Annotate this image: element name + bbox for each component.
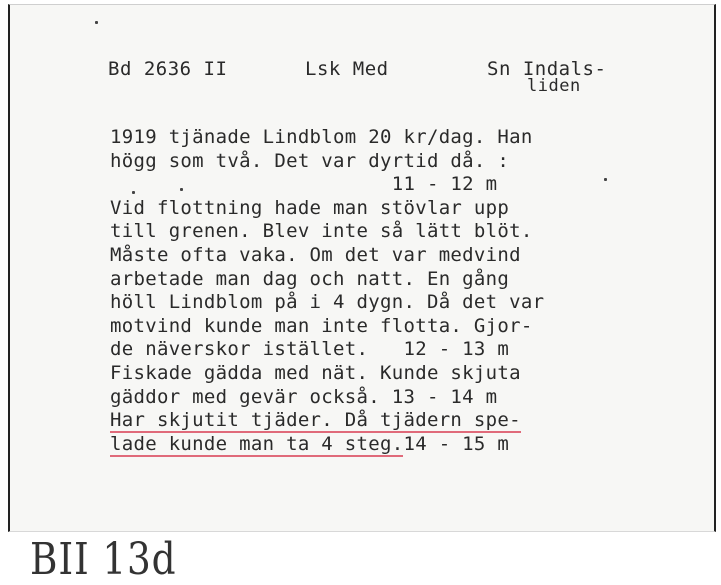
text-line: högg som två. Det var dyrtid då. : — [110, 149, 510, 172]
parish-label — [487, 58, 607, 96]
handwritten-shelf-mark: BII 13d — [30, 534, 177, 585]
text-line-underlined — [110, 433, 544, 457]
text-line: Vid flottning hade man stövlar upp — [110, 196, 510, 219]
text-line: 11 - 12 m — [110, 173, 498, 196]
text-line: 1919 tjänade Lindblom 20 kr/dag. Han — [110, 126, 533, 148]
ink-speck — [604, 178, 607, 181]
text-line: arbetade man dag och natt. En gång — [110, 267, 510, 290]
text-line: till grenen. Blev inte så lätt blöt. — [110, 220, 533, 243]
underlined-text: Har skjutit tjäder. Då tjädern spe- — [110, 409, 521, 432]
parish-prefix: Sn — [487, 58, 511, 80]
parish-name-continued: liden — [527, 76, 581, 96]
text-line: motvind kunde man inte flotta. Gjor- — [110, 314, 533, 337]
ink-speck — [95, 21, 98, 24]
text-line: höll Lindblom på i 4 dygn. Då det var — [110, 291, 545, 314]
informant-label: Lsk Med — [305, 58, 389, 80]
text-line: gäddor med gevär också. 13 - 14 m — [110, 385, 498, 408]
text-line-underlined — [110, 409, 544, 433]
underlined-text: lade kunde man ta 4 steg. — [110, 432, 404, 455]
record-reference: Bd 2636 II — [108, 58, 228, 80]
page-range: 14 - 15 m — [403, 432, 510, 455]
text-line: de näverskor istället. 12 - 13 m — [110, 338, 510, 361]
text-line: Måste ofta vaka. Om det var medvind — [110, 243, 521, 266]
parish-name: Indals- — [522, 58, 607, 80]
text-line: Fiskade gädda med nät. Kunde skjuta — [110, 361, 521, 384]
transcription-text — [110, 126, 544, 456]
